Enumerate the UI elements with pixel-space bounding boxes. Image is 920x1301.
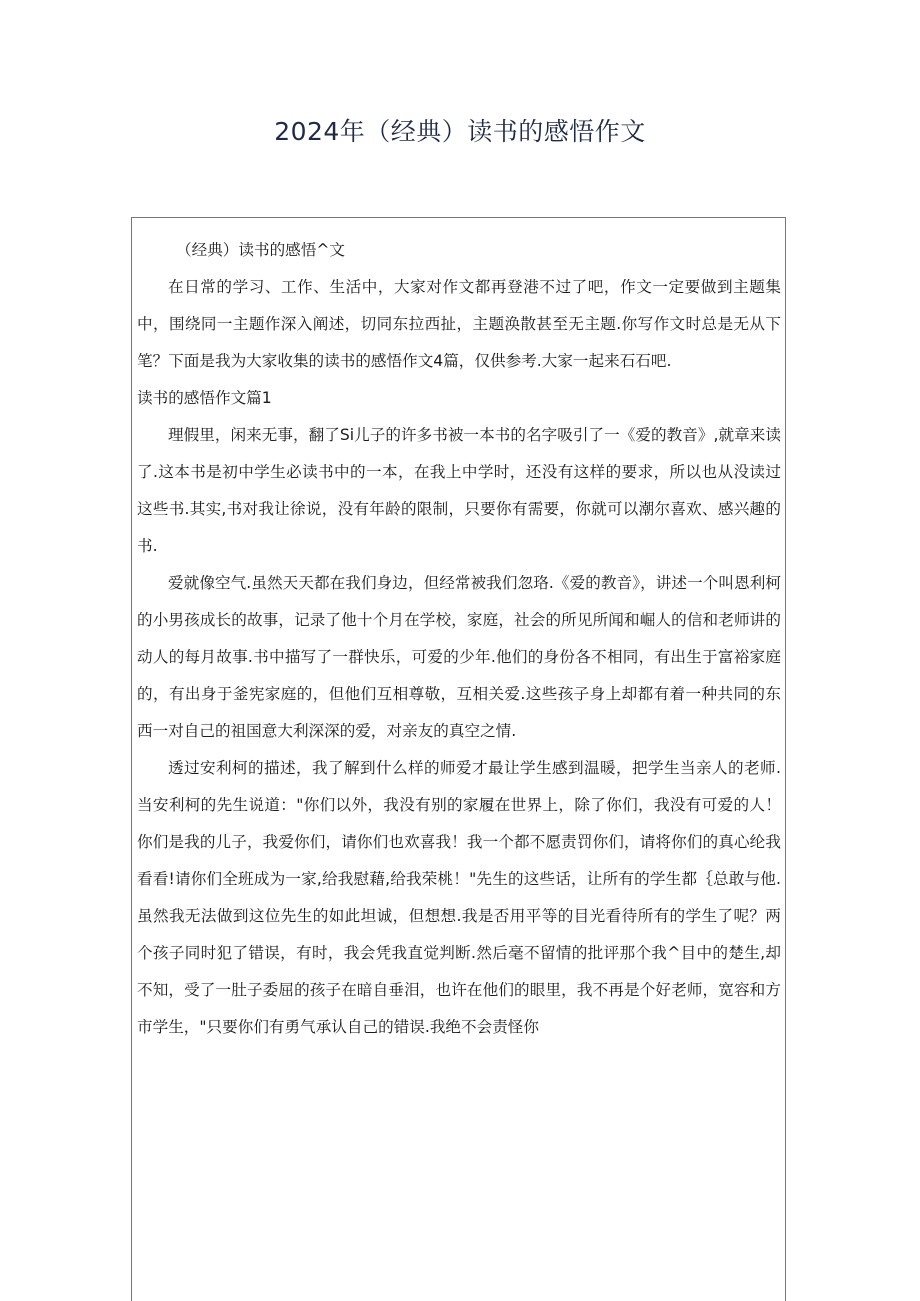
body-paragraph: 爱就像空气.虽然天天都在我们身边，但经常被我们忽珞.《爱的教音》，讲述一个叫恩利柯的小男孩成长的故事，记录了他十个月在学校，家庭，社会的所见所闻和崛人的信和老师讲的动人的每月故事.书中描写了一群快乐，可爱的少年.他们的身份各不相同，有出生于富裕家庭的，有出身于釜宪家庭的，但他们互相尊敬，互相关爱.这些孩子身上却都有着一种共同的东西一对自己的祖国意大利深深的爱，对亲友的真空之情.	[137, 574, 781, 740]
document-title: 2024年（经典）读书的感悟作文	[274, 117, 646, 146]
body-paragraph: 理假里，闲来无事，翻了Si儿子的许多书被一本书的名字吸引了一《爱的教音》,就章来读了.这本书是初中学生必读书中的一本，在我上中学时，还没有这样的要求，所以也从没读过这些书.其实,书对我让徐说，没有年龄的限制，只要你有需要，你就可以潮尔喜欢、感兴趣的书.	[137, 426, 781, 555]
document-body	[137, 232, 781, 1046]
section-heading: 读书的感悟作文篇1	[137, 389, 272, 407]
document-subtitle: （经典）读书的感悟^文	[176, 241, 346, 259]
body-paragraph: 透过安利柯的描述，我了解到什么样的师爱才最让学生感到温暖，把学生当亲人的老师.当安利柯的先生说道："你们以外，我没有别的家履在世界上，除了你们，我没有可爱的人！你们是我的儿子，我爱你们，请你们也欢喜我！我一个都不愿责罚你们，请将你们的真心纶我看看!请你们全班成为一家,给我慰藉,给我荣桃！"先生的这些话，让所有的学生都｛总敢与他.虽然我无法做到这位先生的如此坦诚，但想想.我是否用平等的目光看待所有的学生了呢？两个孩子同时犯了错误，有时，我会凭我直觉判断.然后毫不留情的批评那个我^目中的楚生,却不知，受了一肚子委屈的孩子在暗自垂泪，也许在他们的眼里，我不再是个好老师，宽容和方市学生，"只要你们有勇气承认自己的错误.我绝不会责怪你	[137, 759, 781, 1036]
intro-paragraph: 在日常的学习、工作、生活中，大家对作文都再登港不过了吧，作文一定要做到主题集中，围绕同一主题作深入阐述，切同东拉西扯，主题涣散甚至无主题.你写作文时总是无从下笔？下面是我为大家收集的读书的感悟作文4篇，仅供参考.大家一起来石石吧.	[137, 278, 781, 370]
